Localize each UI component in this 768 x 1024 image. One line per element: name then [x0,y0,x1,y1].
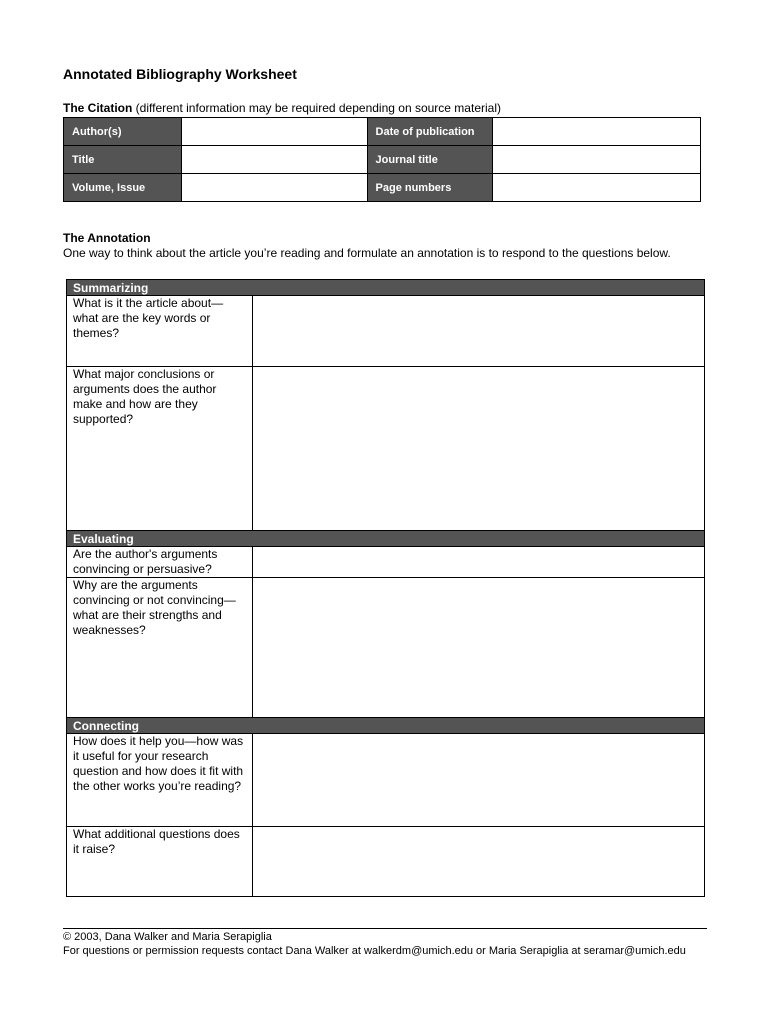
citation-table [63,117,701,202]
citation-row [64,174,701,202]
contact-text: For questions or permission requests contact Dana Walker at walkerdm@umich.edu or Maria Serapiglia at seramar@umich.edu [63,945,686,957]
annotation-table [66,279,705,897]
summarizing-answer-1[interactable] [253,296,705,367]
title-label: Title [64,146,182,174]
question-row [67,827,705,897]
evaluating-question-2: Why are the arguments convincing or not convincing—what are their strengths and weaknesses? [67,578,253,718]
author-field[interactable] [181,118,367,146]
title-field[interactable] [181,146,367,174]
evaluating-answer-2[interactable] [253,578,705,718]
volume-issue-label: Volume, Issue [64,174,182,202]
date-of-publication-field[interactable] [493,118,701,146]
question-row [67,734,705,827]
question-row [67,367,705,531]
summarizing-question-1: What is it the article about—what are the key words or themes? [67,296,253,367]
evaluating-question-1: Are the author's arguments convincing or persuasive? [67,547,253,578]
section-header-row [67,280,705,296]
citation-row [64,118,701,146]
citation-note: (different information may be required depending on source material) [135,101,501,115]
summarizing-question-2: What major conclusions or arguments does the author make and how are they supported? [67,367,253,531]
summarizing-section-header: Summarizing [67,280,705,296]
footer-divider [63,928,707,929]
question-row [67,547,705,578]
section-header-row [67,531,705,547]
worksheet-title: Annotated Bibliography Worksheet [63,66,297,82]
evaluating-answer-1[interactable] [253,547,705,578]
page-numbers-field[interactable] [493,174,701,202]
citation-heading: The Citation [63,101,133,115]
connecting-section-header: Connecting [67,718,705,734]
citation-heading-line [63,101,501,115]
annotation-intro: One way to think about the article you’re reading and formulate an annotation is to respond to the questions below. [63,246,671,260]
summarizing-answer-2[interactable] [253,367,705,531]
connecting-answer-1[interactable] [253,734,705,827]
journal-title-field[interactable] [493,146,701,174]
connecting-question-1: How does it help you—how was it useful for your research question and how does it fit with the other works you’re reading? [67,734,253,827]
annotation-heading: The Annotation [63,231,151,245]
copyright-text: © 2003, Dana Walker and Maria Serapiglia [63,931,272,943]
question-row [67,296,705,367]
connecting-question-2: What additional questions does it raise? [67,827,253,897]
section-header-row [67,718,705,734]
journal-title-label: Journal title [367,146,493,174]
evaluating-section-header: Evaluating [67,531,705,547]
page-numbers-label: Page numbers [367,174,493,202]
citation-row [64,146,701,174]
date-of-publication-label: Date of publication [367,118,493,146]
volume-issue-field[interactable] [181,174,367,202]
connecting-answer-2[interactable] [253,827,705,897]
author-label: Author(s) [64,118,182,146]
question-row [67,578,705,718]
